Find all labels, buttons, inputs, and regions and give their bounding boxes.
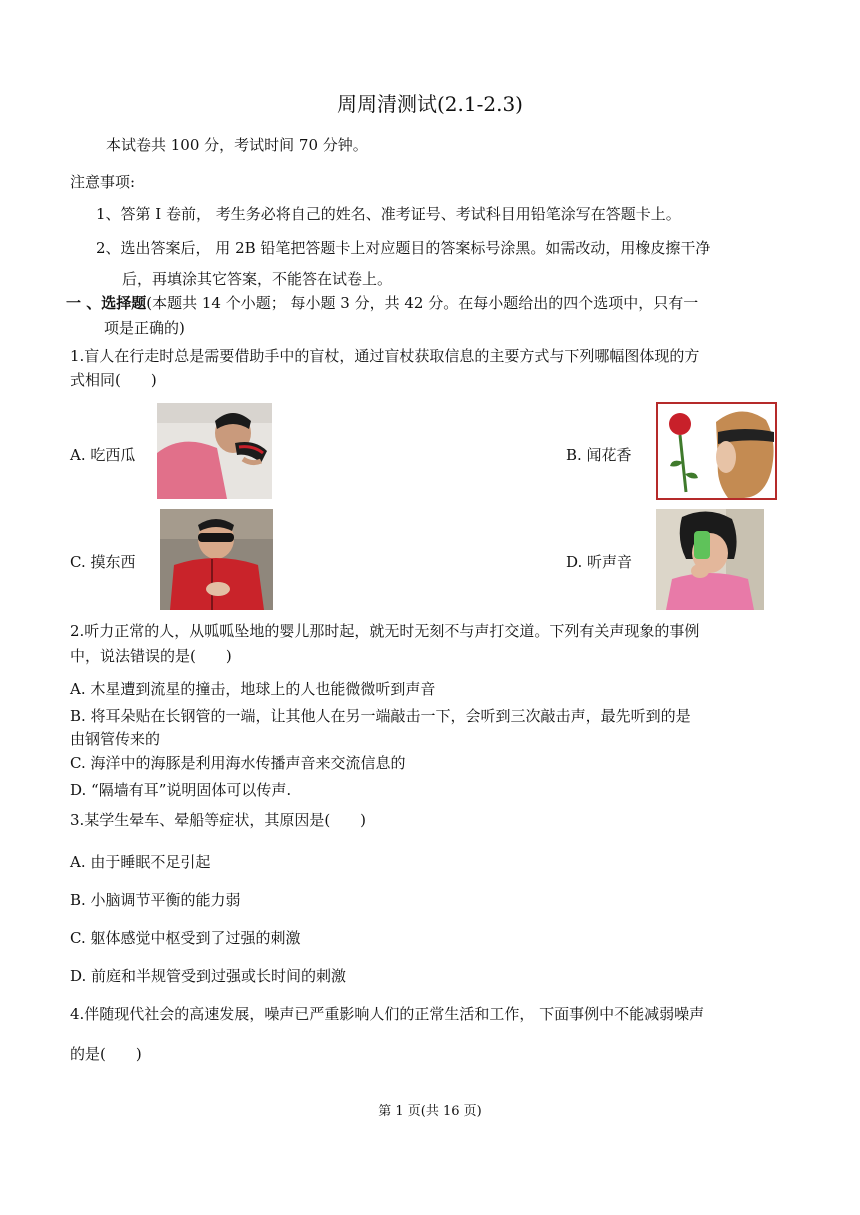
q2-option-b-cont: 由钢管传来的 <box>70 730 161 748</box>
q2-stem-cont: 中，说法错误的是( ) <box>70 647 232 665</box>
q2-option-c: C. 海洋中的海豚是利用海水传播声音来交流信息的 <box>70 754 406 772</box>
q1-image-b-smelling-flower <box>656 402 777 500</box>
q3-stem: 3.某学生晕车、晕船等症状，其原因是( ) <box>70 811 367 829</box>
q3-option-b: B. 小脑调节平衡的能力弱 <box>70 891 241 909</box>
q1-stem: 1.盲人在行走时总是需要借助手中的盲杖，通过盲杖获取信息的主要方式与下列哪幅图体现的方 <box>70 347 700 365</box>
q1-option-b: B. 闻花香 <box>566 446 632 464</box>
q2-stem: 2.听力正常的人，从呱呱坠地的婴儿那时起，就无时无刻不与声打交道。下列有关声现象的事例 <box>70 622 700 640</box>
notice-heading: 注意事项: <box>70 173 136 191</box>
page-title: 周周清测试(2.1-2.3) <box>337 92 523 116</box>
q2-option-d: D. “隔墙有耳”说明固体可以传声. <box>70 781 292 799</box>
section-title: 选择题 <box>101 294 147 312</box>
q4-stem-cont: 的是( ) <box>70 1045 142 1063</box>
q1-option-a: A. 吃西瓜 <box>70 446 136 464</box>
notice-item-2-cont: 后，再填涂其它答案，不能答在试卷上。 <box>122 270 393 288</box>
q3-option-a: A. 由于睡眠不足引起 <box>70 853 211 871</box>
q1-stem-cont: 式相同( ) <box>70 371 157 389</box>
section-heading <box>66 292 698 313</box>
q1-option-c: C. 摸东西 <box>70 553 136 571</box>
section-desc-cont: 项是正确的) <box>104 319 185 337</box>
section-desc: (本题共 14 个小题； 每小题 3 分，共 42 分。在每小题给出的四个选项中，只有一 <box>146 294 699 312</box>
q3-option-c: C. 躯体感觉中枢受到了过强的刺激 <box>70 929 301 947</box>
q1-option-d: D. 听声音 <box>566 553 633 571</box>
notice-item-2: 2、选出答案后， 用 2B 铅笔把答题卡上对应题目的答案标号涂黑。如需改动，用橡皮擦干净 <box>96 239 711 257</box>
notice-item-1: 1、答第 I 卷前， 考生务必将自己的姓名、准考证号、考试科目用铅笔涂写在答题卡上。 <box>96 205 681 223</box>
q1-image-d-listening-phone <box>656 509 764 610</box>
q4-stem: 4.伴随现代社会的高速发展，噪声已严重影响人们的正常生活和工作， 下面事例中不能减弱噪声 <box>70 1005 705 1023</box>
q1-image-a-eating-watermelon <box>157 403 272 499</box>
section-number: 一 、 <box>66 294 102 312</box>
q1-image-c-touching-object <box>160 509 273 610</box>
q2-option-b: B. 将耳朵贴在长钢管的一端，让其他人在另一端敲击一下，会听到三次敲击声，最先听到的是 <box>70 707 691 725</box>
exam-intro: 本试卷共 100 分，考试时间 70 分钟。 <box>106 136 368 154</box>
q2-option-a: A. 木星遭到流星的撞击，地球上的人也能微微听到声音 <box>70 680 436 698</box>
q3-option-d: D. 前庭和半规管受到过强或长时间的刺激 <box>70 967 347 985</box>
page-footer: 第 1 页(共 16 页) <box>378 1104 482 1119</box>
